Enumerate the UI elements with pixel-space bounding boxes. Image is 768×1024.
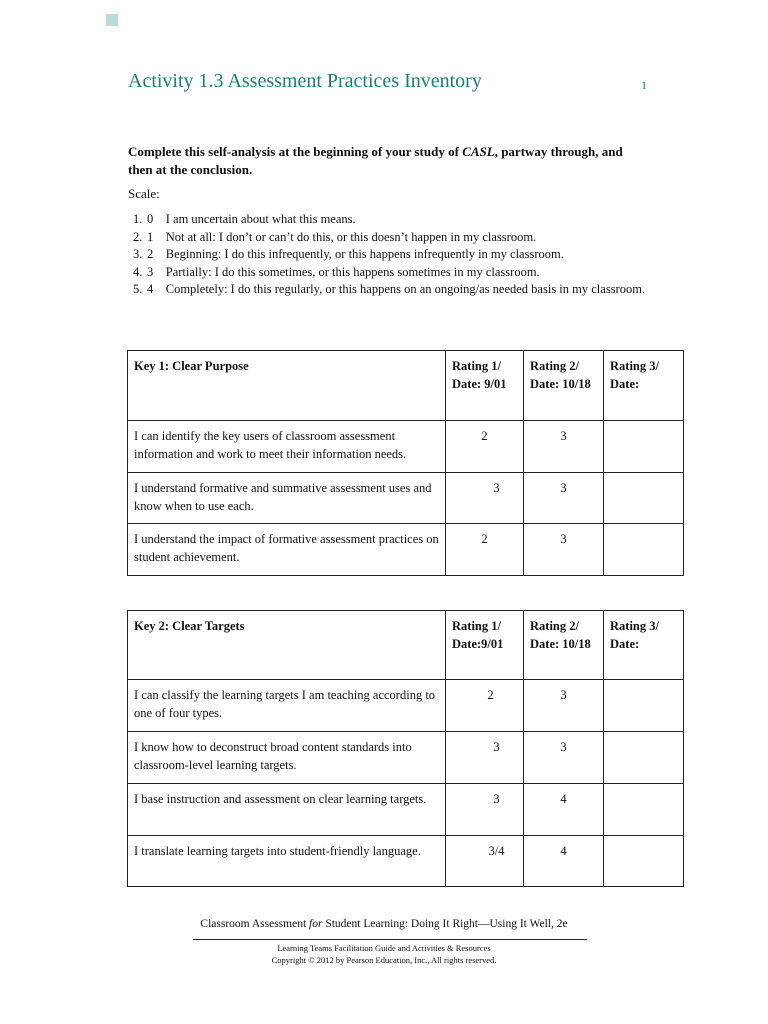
scale-item — [128, 211, 658, 229]
scale-list — [128, 211, 658, 299]
rating1-value: 3 — [446, 784, 524, 836]
rating3-value — [604, 784, 684, 836]
table-row — [128, 680, 684, 732]
rating2-value: 3 — [524, 473, 604, 524]
rating1-value: 3/4 — [446, 836, 524, 887]
rating2-value: 3 — [524, 680, 604, 732]
rating2-value: 4 — [524, 784, 604, 836]
rating3-heading: Rating 3/ Date: — [604, 351, 684, 421]
table-header-row — [128, 351, 684, 421]
footer-divider — [193, 939, 587, 940]
footer-book-title — [0, 918, 768, 930]
rating2-value: 3 — [524, 524, 604, 576]
scale-item — [128, 246, 658, 264]
rating2-value: 3 — [524, 421, 604, 473]
scale-item-text: 2 Beginning: I do this infrequently, or this happens infrequently in my classroom. — [147, 247, 564, 262]
table-header-row — [128, 611, 684, 680]
rating3-value — [604, 680, 684, 732]
rating1-value: 2 — [446, 524, 524, 576]
scale-item-number: 1. — [133, 212, 143, 226]
footer-title-end: Student Learning: Doing It Right—Using It Well, 2e — [322, 918, 568, 930]
scale-item — [128, 229, 658, 247]
key-heading: Key 2: Clear Targets — [128, 611, 446, 680]
scale-item — [128, 264, 658, 282]
rating3-heading: Rating 3/ Date: — [604, 611, 684, 680]
practice-statement: I base instruction and assessment on clear learning targets. — [128, 784, 446, 836]
instructions-text-start: Complete this self-analysis at the beginning of your study of — [128, 144, 463, 159]
rating1-heading: Rating 1/ Date: 9/01 — [446, 351, 524, 421]
rating2-heading: Rating 2/ Date: 10/18 — [524, 611, 604, 680]
table-row — [128, 784, 684, 836]
rating3-value — [604, 473, 684, 524]
scale-item-text: 0 I am uncertain about what this means. — [147, 212, 356, 226]
rating3-value — [604, 732, 684, 784]
scale-item-text: 1 Not at all: I don’t or can’t do this, or this doesn’t happen in my classroom. — [147, 229, 537, 244]
scale-item-text: 4 Completely: I do this regularly, or this happens on an ongoing/as needed basis in my classroom. — [147, 282, 646, 297]
page-number: 1 — [641, 78, 647, 92]
scale-item-number: 4. — [133, 264, 143, 279]
rating1-value: 3 — [446, 473, 524, 524]
rating1-value: 2 — [446, 680, 524, 732]
scale-item-number: 3. — [133, 247, 143, 262]
scale-item-number: 2. — [133, 229, 143, 244]
table-row — [128, 524, 684, 576]
rating1-value: 3 — [446, 732, 524, 784]
instructions — [128, 143, 648, 179]
rating3-value — [604, 524, 684, 576]
rating2-value: 4 — [524, 836, 604, 887]
corner-marker — [106, 14, 118, 26]
key2-rating-table — [127, 610, 684, 887]
footer-guide-line: Learning Teams Facilitation Guide and Activities & Resources — [277, 943, 491, 953]
rating2-value: 3 — [524, 732, 604, 784]
practice-statement: I know how to deconstruct broad content standards into classroom-level learning targets. — [128, 732, 446, 784]
scale-item — [128, 281, 658, 299]
practice-statement: I can classify the learning targets I am teaching according to one of four types. — [128, 680, 446, 732]
practice-statement: I can identify the key users of classroom assessment information and work to meet their information needs. — [128, 421, 446, 473]
instructions-text-end: , partway through, and then at the conclusion. — [128, 144, 623, 177]
key1-rating-table — [127, 350, 684, 576]
practice-statement: I understand formative and summative assessment uses and know when to use each. — [128, 473, 446, 524]
rating1-value: 2 — [446, 421, 524, 473]
table-row — [128, 732, 684, 784]
scale-item-number: 5. — [133, 282, 143, 297]
table-row — [128, 473, 684, 524]
footer-copyright: Copyright © 2012 by Pearson Education, Inc., All rights reserved. — [271, 955, 497, 965]
footer-title-start: Classroom Assessment — [200, 918, 310, 930]
table-row — [128, 836, 684, 887]
practice-statement: I translate learning targets into student-friendly language. — [128, 836, 446, 887]
instructions-emphasis: CASL — [462, 144, 495, 159]
rating3-value — [604, 421, 684, 473]
table-row — [128, 421, 684, 473]
footer-title-for: for — [309, 918, 323, 930]
rating1-heading: Rating 1/ Date:9/01 — [446, 611, 524, 680]
practice-statement: I understand the impact of formative assessment practices on student achievement. — [128, 524, 446, 576]
key-heading: Key 1: Clear Purpose — [128, 351, 446, 421]
rating3-value — [604, 836, 684, 887]
scale-label: Scale: — [128, 186, 160, 201]
page-title: Activity 1.3 Assessment Practices Inventory — [128, 70, 482, 92]
rating2-heading: Rating 2/ Date: 10/18 — [524, 351, 604, 421]
scale-item-text: 3 Partially: I do this sometimes, or this happens sometimes in my classroom. — [147, 264, 540, 279]
